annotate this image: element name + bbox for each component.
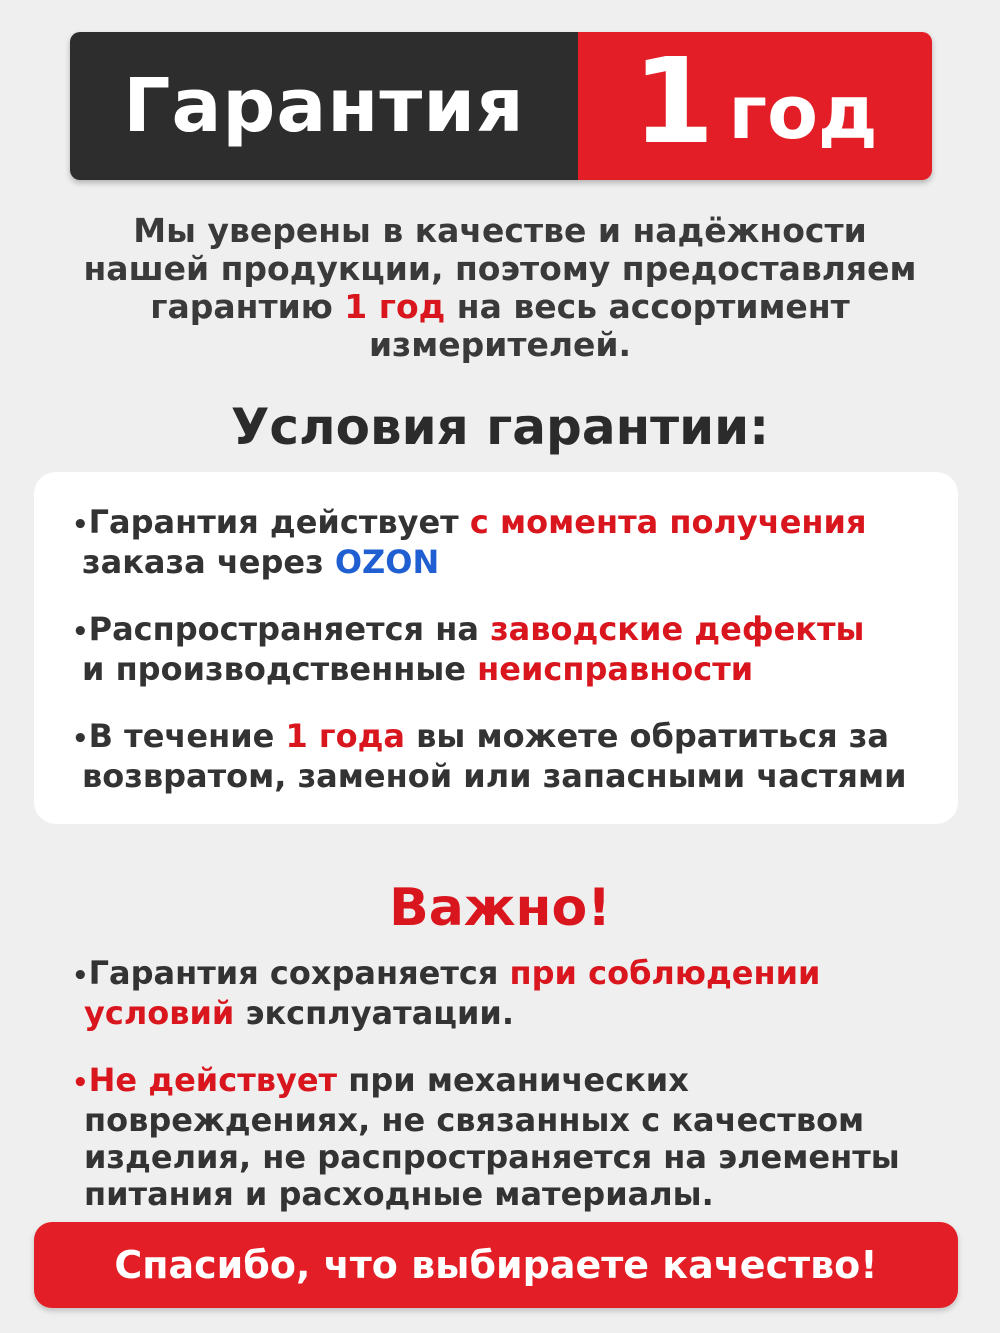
- important-2-text: при механических: [337, 1061, 689, 1099]
- banner-duration-number: 1: [632, 32, 715, 170]
- banner-title: Гарантия: [70, 32, 578, 180]
- condition-2-highlight-2: неисправности: [477, 650, 754, 688]
- banner-duration-unit: год: [728, 70, 878, 156]
- conditions-title: Условия гарантии:: [230, 398, 770, 456]
- important-1-line-2: [72, 995, 820, 1032]
- condition-2-text-2: и производственные: [82, 650, 478, 688]
- condition-1-text-2: заказа через: [82, 543, 335, 581]
- intro-line-1: Мы уверены в качестве и надёжности: [133, 211, 867, 250]
- intro-line-2: нашей продукции, поэтому предоставляем: [83, 249, 917, 288]
- condition-1-text: Гарантия действует: [88, 503, 470, 541]
- important-1-highlight: при соблюдении: [509, 954, 821, 992]
- condition-1-line-2: [72, 544, 867, 581]
- important-2-highlight: Не действует: [88, 1061, 338, 1099]
- important-title: Важно!: [389, 878, 611, 938]
- ozon-brand: OZON: [334, 543, 440, 581]
- thank-you-banner: Спасибо, что выбираете качество!: [34, 1222, 958, 1308]
- intro-line-3-start: гарантию: [150, 287, 345, 326]
- bullet-icon: •: [72, 961, 89, 991]
- intro-highlight: 1 год: [344, 287, 446, 326]
- condition-3-text: В течение: [88, 717, 286, 755]
- condition-item-1: [72, 504, 867, 581]
- important-item-1: [72, 955, 820, 1032]
- banner-duration: [578, 32, 932, 180]
- condition-3-highlight: 1 года: [285, 717, 405, 755]
- condition-1-line-1: [72, 504, 867, 544]
- condition-2-text: Распространяется на: [88, 610, 491, 648]
- important-2-line-3: изделия, не распространяется на элементы: [84, 1138, 900, 1176]
- condition-item-3: [72, 718, 907, 795]
- important-2-line-2: повреждениях, не связанных с качеством: [84, 1101, 865, 1139]
- condition-3-line-2: возвратом, заменой или запасными частями: [82, 757, 907, 795]
- important-item-2: [72, 1062, 900, 1213]
- conditions-card: [34, 472, 958, 824]
- warranty-banner: [70, 32, 932, 180]
- important-1-text-2: эксплуатации.: [234, 994, 514, 1032]
- important-1-line-1: [72, 955, 820, 995]
- bullet-icon: •: [72, 617, 89, 647]
- condition-2-line-1: [72, 611, 864, 651]
- condition-2-line-2: [72, 651, 864, 688]
- important-1-highlight-2: условий: [84, 994, 235, 1032]
- bullet-icon: •: [72, 510, 89, 540]
- intro-line-4: измерителей.: [368, 325, 632, 364]
- condition-1-highlight: с момента получения: [469, 503, 867, 541]
- intro-line-3: [40, 288, 960, 326]
- condition-2-highlight: заводские дефекты: [490, 610, 865, 648]
- bullet-icon: •: [72, 724, 89, 754]
- condition-3-line-1: [72, 718, 907, 758]
- condition-item-2: [72, 611, 864, 688]
- important-1-text: Гарантия сохраняется: [88, 954, 510, 992]
- intro-text: [40, 212, 960, 364]
- important-2-line-4: питания и расходные материалы.: [84, 1175, 714, 1213]
- condition-3-text-2: вы можете обратиться за: [405, 717, 889, 755]
- important-2-line-1: [72, 1062, 900, 1102]
- bullet-icon: •: [72, 1068, 89, 1098]
- intro-line-3-end: на весь ассортимент: [445, 287, 850, 326]
